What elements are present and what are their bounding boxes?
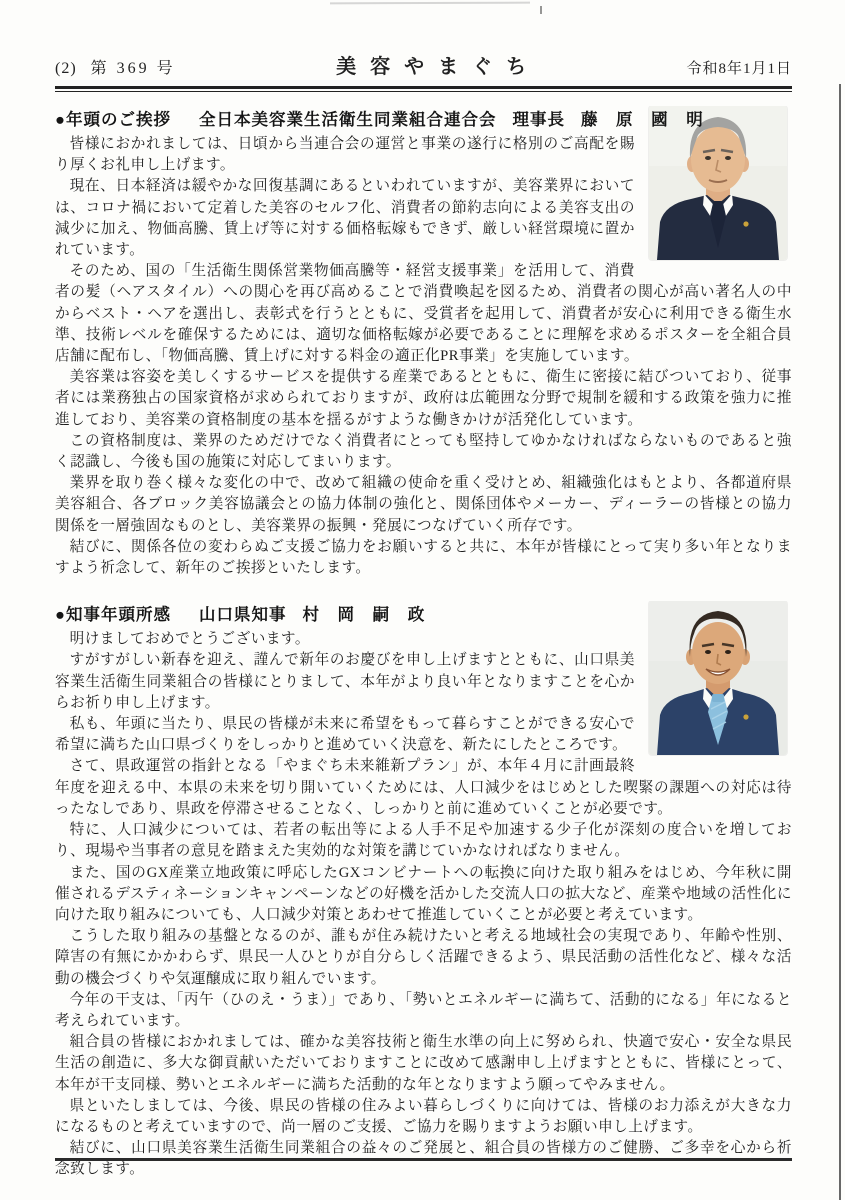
article1-heading [55,106,792,130]
paragraph: 明けましておめでとうございます。 [69,631,310,648]
governor-portrait-illustration [649,601,787,755]
governor-portrait-photo [649,601,787,755]
paragraph: 組合員の皆様におかれましては、確かな美容技術と衛生水準の向上に努められ、快適で安心・安全な県民生活の創造に、多大な御貢献いただいておりますことに改めて感謝申し上げますとともに、皆様にとって、本年が干支同様、勢いとエネルギーに満ちた活動的な年となりますよう願ってやみません。 [55,1034,792,1093]
paragraph: 県といたしましては、今後、県民の皆様の住みよい暮らしづくりに向けては、皆様のお力添えが大きな力になるものと考えていますので、尚一層のご支援、ご協力を賜りますようお願い申し上げます。 [55,1097,792,1135]
paragraph: 私も、年頭に当たり、県民の皆様が未来に希望をもって暮らすことができる安心で希望に満ちた山口県づくりをしっかりと進めていく決意を、新たにしたところです。 [55,716,635,754]
article2-author-name: 村 岡 嗣 政 [302,606,432,625]
paragraph: また、国のGX産業立地政策に呼応したGXコンビナートへの転換に向けた取り組みをはじめ、今年秋に開催されるデスティネーションキャンペーンなどの好機を活かした交流人口の拡大など、産業や地域の活性化に向けた取り組みについても、人口減少対策とあわせて推進していくことが必要と考えています。 [55,864,792,923]
page-content [55,50,792,1181]
rule-thin [55,91,792,92]
scan-artifact-streak [330,2,530,5]
paragraph: さて、県政運営の指針となる「やまぐち未来維新プラン」が、本年４月に計画最終年度を迎える中、本県の未来を切り開いていくためには、人口減少をはじめとした喫緊の課題への対応は待ったなしであり、県政を停滞させることなく、しっかりと前に進めていくことが必要です。 [55,758,792,817]
newsletter-title: 美容やまぐち [336,56,541,78]
scan-edge-line [839,84,841,1200]
paragraph: 現在、日本経済は緩やかな回復基調にあるといわれていますが、美容業界においては、コロナ禍において定着した美容のセルフ化、消費者の節約志向による美容支出の減少に加え、物価高騰、賃上げ等に対する価格転嫁もできず、厳しい経営環境に置かれています。 [55,178,635,259]
article1-author-name: 藤 原 國 明 [580,111,710,129]
article1-heading-marker: ●年頭のご挨拶 [55,111,171,129]
paragraph: 結びに、山口県美容業生活衛生同業組合の益々のご発展と、組合員の皆様方のご健勝、ご多幸を心から祈念致します。 [55,1140,792,1178]
paragraph: 美容業は容姿を美しくするサービスを提供する産業であるとともに、衛生に密接に結びついており、従事者には業務独占の国家資格が求められておりますが、政府は広範囲な分野で規制を緩和する政策を強力に推進しており、美容業の資格制度の基本を揺るがすような働きかけが活発化しています。 [55,369,792,428]
footer-rule [55,1158,792,1161]
paragraph: すがすがしい新春を迎え、謹んで新年のお慶びを申し上げますとともに、山口県美容業生活衛生同業組合の皆様にとりまして、本年がより良い年となりますことを心からお祈り申し上げます。 [55,652,635,711]
paragraph: 今年の干支は、「丙午（ひのえ・うま）」であり、「勢いとエネルギーに満ちて、活動的になる」年になると考えられています。 [55,991,792,1029]
paragraph: この資格制度は、業界のためだけでなく消費者にとっても堅持してゆかなければならないものであると強く認識し、今後も国の施策に対応してまいります。 [55,432,792,471]
article-new-year-greeting [55,106,792,579]
article2-heading-marker: ●知事年頭所感 [55,606,171,625]
article1-organization: 全日本美容業生活衛生同業組合連合会 [198,111,497,129]
paragraph: こうした取り組みの基盤となるのが、誰もが住み続けたいと考える地域社会の実現であり、年齢や性別、障害の有無にかかわらず、県民一人ひとりが自分らしく活躍できるよう、県民活動の活性化など、様々な活動の機会づくりや気運醸成に取り組んでいます。 [55,928,792,987]
masthead-left [55,55,176,78]
article2-organization: 山口県知事 [198,606,287,625]
paragraph: そのため、国の「生活衛生関係営業物価高騰等・経営支援事業」を活用して、消費者の髪（ヘアスタイル）への関心を再び高めることで消費喚起を図るため、消費者の関心が高い著名人の中からベスト・ヘアを選出し、表彰式を行うとともに、受賞者を起用して、消費者が安心に利用できる衛生水準、技術レベルを確保するためには、適切な価格転嫁が必要であることに理解を求めるポスターを全組合員店舗に配布し、「物価高騰、賃上げに対する料金の適正化PR事業」を実施しています。 [55,263,792,365]
masthead [55,50,792,79]
masthead-double-rule [55,86,792,92]
paragraph: 特に、人口減少については、若者の転出等による人手不足や加速する少子化が深刻の度合いを増しており、現場や当事者の意見を踏まえた実効的な対策を講じていかなければなりません。 [55,822,792,860]
page-number: (2) [55,60,77,77]
paragraph: 皆様におかれましては、日頃から当連合会の運営と事業の遂行に格別のご高配を賜り厚くお礼申し上げます。 [55,136,635,174]
paragraph: 結びに、関係各位の変わらぬご支援ご協力をお願いすると共に、本年が皆様にとって実り多い年となりますよう祈念して、新年のご挨拶といたします。 [55,538,792,577]
rule-thick [55,86,792,89]
issue-number: 第 369 号 [90,60,176,77]
article-governor-message [55,601,792,1180]
issue-date: 令和8年1月1日 [686,61,792,77]
paragraph: 業界を取り巻く様々な変化の中で、改めて組織の使命を重く受けとめ、組織強化はもとより、各都道府県美容組合、各ブロック美容協議会との協力体制の強化と、関係団体やメーカー、ディーラーの皆様との協力関係を一層強固なものとし、美容業界の振興・発展につなげていく所存です。 [55,475,792,534]
article1-role: 理事長 [512,111,565,129]
scan-artifact-tick [540,6,542,14]
